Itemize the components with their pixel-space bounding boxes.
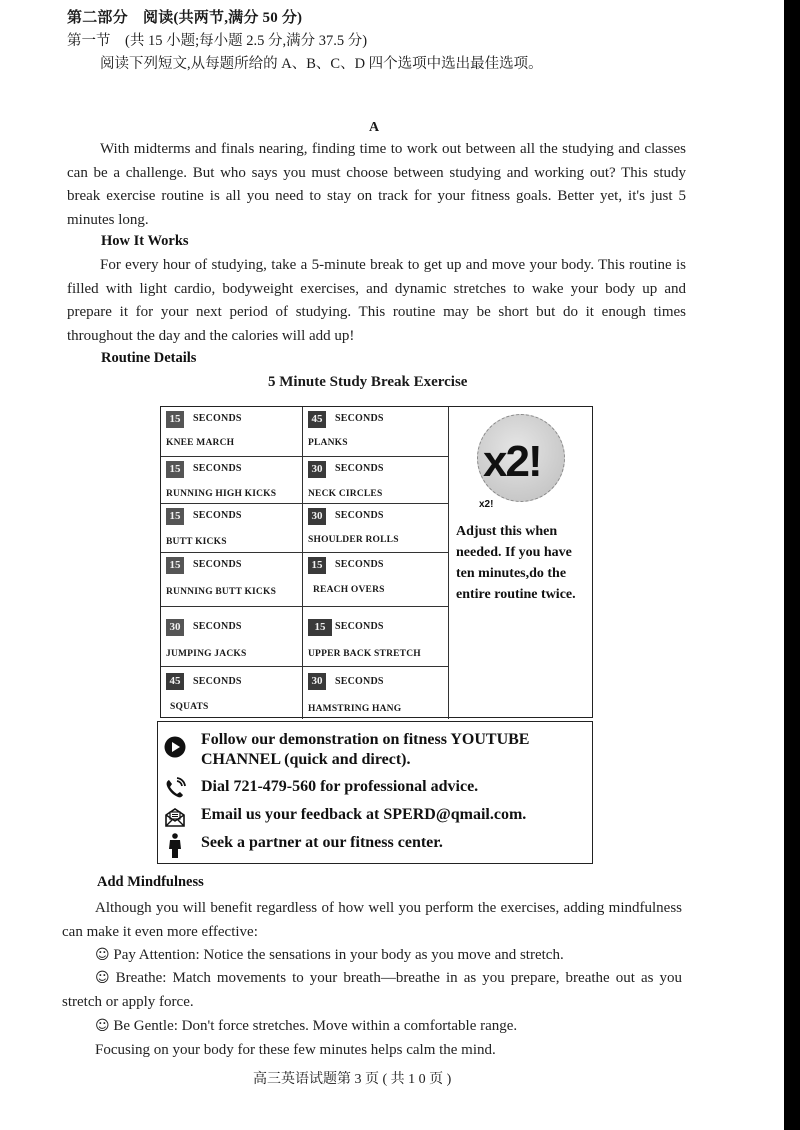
seconds-label: SECONDS (193, 463, 242, 474)
page-footer: 高三英语试题第 3 页 ( 共 1 0 页 ) (253, 1072, 452, 1087)
exercise-name: RUNNING HIGH KICKS (166, 489, 277, 499)
table-title: 5 Minute Study Break Exercise (268, 374, 468, 390)
exercise-cell (161, 407, 303, 456)
section-title: 第一节 (共 15 小题;每小题 2.5 分,满分 37.5 分) (67, 33, 368, 49)
mindfulness-intro: Although you will benefit regardless of how well you perform the exercises, adding mindfulness can make it even more effective: (62, 900, 682, 940)
person-icon (167, 833, 183, 864)
how-it-works-paragraph (67, 254, 686, 348)
exercise-row (161, 504, 449, 553)
phone-line: Dial 721-479-560 for professional advice. (201, 778, 479, 795)
tip-text: Be Gentle: Don't force stretches. Move within a comfortable range. (113, 1018, 518, 1034)
seconds-label: SECONDS (193, 559, 242, 570)
play-icon (164, 736, 186, 763)
instructions: 阅读下列短文,从每题所给的 A、B、C、D 四个选项中选出最佳选项。 (100, 56, 543, 72)
exercise-row (161, 457, 449, 504)
routine-details-heading: Routine Details (101, 350, 197, 366)
seconds-label: SECONDS (335, 510, 384, 521)
exercise-cell (161, 607, 303, 666)
mindfulness-tip (62, 944, 682, 968)
smiley-icon: ☺ (95, 1018, 110, 1034)
exercise-name: HAMSTRING HANG (308, 704, 402, 714)
seconds-badge: 30 (166, 619, 184, 636)
mindfulness-heading: Add Mindfulness (97, 874, 204, 890)
contact-box (157, 721, 593, 864)
phone-icon (164, 777, 186, 804)
seconds-badge: 15 (308, 619, 332, 636)
exercise-name: RUNNING BUTT KICKS (166, 587, 277, 597)
seconds-label: SECONDS (193, 413, 242, 424)
mindfulness-intro-paragraph (62, 897, 682, 944)
smiley-icon: ☺ (95, 947, 110, 963)
x2-badge: x2! (483, 437, 541, 486)
intro-paragraph (67, 138, 686, 232)
exercise-name: NECK CIRCLES (308, 489, 383, 499)
smiley-icon: ☺ (95, 970, 110, 986)
seconds-label: SECONDS (335, 621, 384, 632)
exercise-name: PLANKS (308, 438, 348, 448)
seconds-badge: 30 (308, 461, 326, 478)
exercise-cell (161, 667, 303, 719)
seconds-label: SECONDS (193, 510, 242, 521)
passage-label: A (369, 120, 380, 135)
exercise-grid (161, 407, 449, 717)
repeat-note-panel (449, 407, 592, 717)
mindfulness-tip (62, 967, 682, 1014)
seconds-badge: 45 (166, 673, 184, 690)
exercise-row (161, 667, 449, 719)
seconds-badge: 15 (166, 411, 184, 428)
exercise-cell (161, 553, 303, 606)
seconds-badge: 15 (308, 557, 326, 574)
seconds-label: SECONDS (335, 413, 384, 424)
intro-text: With midterms and finals nearing, finding time to work out between all the studying and classes can be a challenge. But who says you must choose between studying and working out? This study break exercise routine is all you need to stay on track for your fitness goals. Better yet, it's just 5 minutes long. (67, 141, 686, 228)
how-it-works-text: For every hour of studying, take a 5-minute break to get up and move your body. This routine is filled with light cardio, bodyweight exercises, and dynamic stretches to wake your body up and prepare it for your next period of studying. This routine may be short but do it enough times throughout the day and the calories will add up! (67, 257, 686, 344)
seconds-badge: 30 (308, 673, 326, 690)
seconds-label: SECONDS (335, 676, 384, 687)
exercise-cell (303, 553, 449, 606)
exercise-cell (161, 457, 303, 503)
exercise-name: SHOULDER ROLLS (308, 535, 399, 545)
exercise-row (161, 553, 449, 607)
exercise-name: SQUATS (170, 702, 209, 712)
mindfulness-closing: Focusing on your body for these few minutes helps calm the mind. (95, 1042, 496, 1058)
email-line: Email us your feedback at SPERD@qmail.com. (201, 806, 527, 823)
tip-text: Pay Attention: Notice the sensations in your body as you move and stretch. (113, 947, 564, 963)
exercise-name: REACH OVERS (313, 585, 385, 595)
exercise-row (161, 607, 449, 667)
exercise-cell (303, 407, 449, 456)
mindfulness-tip (62, 1015, 682, 1039)
exercise-name: JUMPING JACKS (166, 649, 247, 659)
exercise-cell (303, 667, 449, 719)
exercise-cell (161, 504, 303, 552)
seconds-label: SECONDS (193, 621, 242, 632)
partner-line: Seek a partner at our fitness center. (201, 834, 443, 851)
x2-small-badge: x2! (479, 499, 494, 510)
exercise-cell (303, 504, 449, 552)
seconds-label: SECONDS (193, 676, 242, 687)
seconds-badge: 15 (166, 557, 184, 574)
seconds-label: SECONDS (335, 463, 384, 474)
seconds-badge: 45 (308, 411, 326, 428)
exercise-name: UPPER BACK STRETCH (308, 649, 421, 659)
exercise-row (161, 407, 449, 457)
seconds-label: SECONDS (335, 559, 384, 570)
repeat-note: Adjust this when needed. If you have ten minutes,do the entire routine twice. (456, 524, 576, 602)
mindfulness-closing-paragraph (62, 1039, 682, 1063)
exercise-table (160, 406, 593, 718)
youtube-line-2: CHANNEL (quick and direct). (201, 751, 411, 768)
seconds-badge: 30 (308, 508, 326, 525)
tip-text: Breathe: Match movements to your breath—breathe in as you prepare, breathe out as you stretch or apply force. (62, 970, 682, 1010)
seconds-badge: 15 (166, 461, 184, 478)
part-title: 第二部分 阅读(共两节,满分 50 分) (67, 10, 303, 26)
exercise-name: BUTT KICKS (166, 537, 227, 547)
exercise-name: KNEE MARCH (166, 438, 235, 448)
youtube-line-1: Follow our demonstration on fitness YOUTUBE (201, 731, 530, 748)
scan-edge-strip (784, 0, 800, 1130)
exercise-cell (303, 607, 449, 666)
exercise-cell (303, 457, 449, 503)
email-icon (164, 806, 186, 833)
seconds-badge: 15 (166, 508, 184, 525)
how-it-works-heading: How It Works (101, 233, 189, 249)
